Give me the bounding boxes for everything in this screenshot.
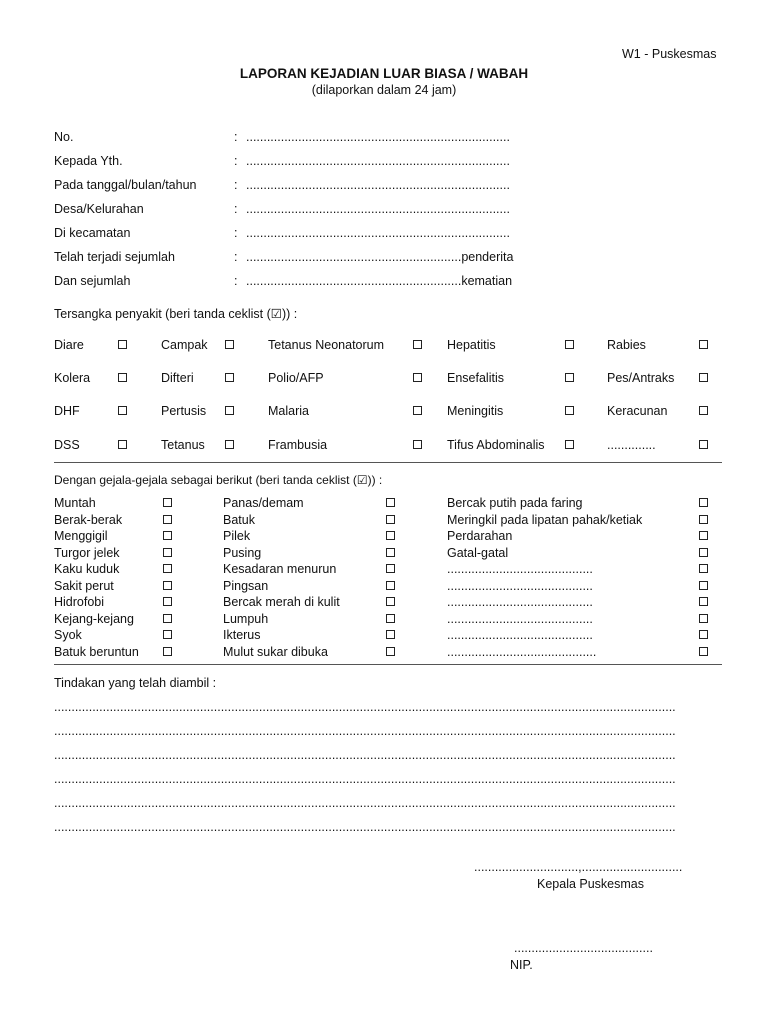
checkbox[interactable] bbox=[118, 373, 127, 382]
section-divider bbox=[54, 462, 722, 463]
symptom-label: Perdarahan bbox=[447, 529, 513, 543]
form-title: LAPORAN KEJADIAN LUAR BIASA / WABAH bbox=[239, 66, 529, 81]
checkbox[interactable] bbox=[118, 440, 127, 449]
checkbox[interactable] bbox=[699, 614, 708, 623]
symptom-label: Hidrofobi bbox=[54, 595, 105, 609]
symptom-label: Menggigil bbox=[54, 529, 108, 543]
disease-label: DSS bbox=[54, 438, 80, 452]
checkbox[interactable] bbox=[163, 531, 172, 540]
field-colon: : bbox=[234, 226, 238, 240]
symptom-label: Kaku kuduk bbox=[54, 562, 120, 576]
symptom-label: Bercak putih pada faring bbox=[447, 496, 583, 510]
checkbox[interactable] bbox=[413, 406, 422, 415]
symptom-label: Batuk bbox=[223, 512, 255, 527]
signature-place-date[interactable]: ..............................,............................. bbox=[474, 860, 683, 874]
checkbox[interactable] bbox=[699, 406, 708, 415]
field-value[interactable]: ............................................................................ bbox=[246, 226, 510, 240]
symptom-label: Panas/demam bbox=[223, 496, 304, 510]
field-value[interactable]: ..............................................................penderita bbox=[246, 250, 514, 264]
field-value[interactable]: ............................................................................ bbox=[246, 178, 510, 192]
checkbox[interactable] bbox=[565, 340, 574, 349]
checkbox[interactable] bbox=[699, 373, 708, 382]
checkbox[interactable] bbox=[163, 614, 172, 623]
form-subtitle: (dilaporkan dalam 24 jam) bbox=[311, 83, 457, 97]
symptom-label: Mulut sukar dibuka bbox=[223, 644, 328, 659]
checkbox[interactable] bbox=[386, 564, 395, 573]
checkbox[interactable] bbox=[163, 548, 172, 557]
field-value[interactable]: ............................................................................ bbox=[246, 154, 510, 168]
checkbox[interactable] bbox=[699, 548, 708, 557]
field-value[interactable]: ............................................................................ bbox=[246, 130, 510, 144]
disease-label: Diare bbox=[54, 338, 84, 352]
symptom-label: Kesadaran menurun bbox=[223, 562, 337, 576]
disease-label: Tifus Abdominalis bbox=[447, 438, 545, 452]
checkbox[interactable] bbox=[163, 515, 172, 524]
checkbox[interactable] bbox=[386, 647, 395, 656]
symptom-label: Ikterus bbox=[223, 628, 261, 642]
symptom-header: Dengan gejala-gejala sebagai berikut (beri tanda ceklist (☑)) : bbox=[54, 473, 383, 487]
action-line[interactable]: ................................................................................................................................................................................... bbox=[54, 820, 676, 834]
symptom-label: Muntah bbox=[54, 496, 96, 510]
disease-label: Ensefalitis bbox=[447, 371, 504, 385]
disease-label: Malaria bbox=[268, 404, 309, 418]
disease-header: Tersangka penyakit (beri tanda ceklist (☑)) : bbox=[54, 307, 298, 321]
checkbox[interactable] bbox=[163, 597, 172, 606]
field-label: Pada tanggal/bulan/tahun bbox=[54, 178, 197, 192]
checkbox[interactable] bbox=[699, 630, 708, 639]
checkbox[interactable] bbox=[699, 440, 708, 449]
action-line[interactable]: ................................................................................................................................................................................... bbox=[54, 772, 676, 786]
checkbox[interactable] bbox=[565, 440, 574, 449]
action-header: Tindakan yang telah diambil : bbox=[54, 676, 217, 690]
symptom-label[interactable]: .......................................... bbox=[447, 628, 593, 642]
symptom-label: Meringkil pada lipatan pahak/ketiak bbox=[447, 512, 643, 527]
checkbox[interactable] bbox=[386, 630, 395, 639]
checkbox[interactable] bbox=[225, 340, 234, 349]
symptom-label: Sakit perut bbox=[54, 578, 114, 593]
checkbox[interactable] bbox=[699, 515, 708, 524]
checkbox[interactable] bbox=[699, 564, 708, 573]
identity-row bbox=[0, 130, 768, 146]
field-label: Telah terjadi sejumlah bbox=[54, 250, 175, 264]
checkbox[interactable] bbox=[699, 647, 708, 656]
checkbox[interactable] bbox=[413, 340, 422, 349]
symptom-label: Kejang-kejang bbox=[54, 611, 134, 626]
checkbox[interactable] bbox=[699, 581, 708, 590]
field-colon: : bbox=[234, 202, 238, 216]
field-label: No. bbox=[54, 130, 74, 144]
symptom-label: Turgor jelek bbox=[54, 545, 120, 560]
symptom-label: Syok bbox=[54, 628, 82, 642]
checkbox[interactable] bbox=[163, 630, 172, 639]
checkbox[interactable] bbox=[386, 581, 395, 590]
symptom-label[interactable]: .......................................... bbox=[447, 595, 593, 609]
identity-row bbox=[0, 226, 768, 242]
identity-row bbox=[0, 274, 768, 290]
disease-label: Campak bbox=[161, 338, 208, 352]
checkbox[interactable] bbox=[699, 597, 708, 606]
checkbox[interactable] bbox=[565, 373, 574, 382]
checkbox[interactable] bbox=[118, 340, 127, 349]
disease-label: Frambusia bbox=[268, 438, 328, 452]
disease-label: Rabies bbox=[607, 338, 646, 352]
symptom-label: Pingsan bbox=[223, 578, 269, 593]
symptom-label[interactable]: ........................................... bbox=[447, 644, 597, 659]
disease-label: Difteri bbox=[161, 371, 194, 385]
field-colon: : bbox=[234, 274, 238, 288]
action-line[interactable]: ................................................................................................................................................................................... bbox=[54, 700, 676, 714]
field-value[interactable]: ............................................................................ bbox=[246, 202, 510, 216]
action-line[interactable]: ................................................................................................................................................................................... bbox=[54, 796, 676, 810]
symptom-label[interactable]: .......................................... bbox=[447, 611, 593, 626]
identity-row bbox=[0, 250, 768, 266]
disease-label: Tetanus bbox=[161, 438, 205, 452]
disease-label: Pes/Antraks bbox=[607, 371, 675, 385]
checkbox[interactable] bbox=[163, 498, 172, 507]
checkbox[interactable] bbox=[163, 647, 172, 656]
symptom-label: Lumpuh bbox=[223, 611, 269, 626]
symptom-label: Bercak merah di kulit bbox=[223, 595, 340, 609]
checkbox[interactable] bbox=[163, 564, 172, 573]
identity-row bbox=[0, 202, 768, 218]
checkbox[interactable] bbox=[163, 581, 172, 590]
checkbox[interactable] bbox=[699, 340, 708, 349]
action-line[interactable]: ................................................................................................................................................................................... bbox=[54, 724, 676, 738]
disease-label: DHF bbox=[54, 404, 80, 418]
symptom-label: Gatal-gatal bbox=[447, 545, 509, 560]
identity-row bbox=[0, 178, 768, 194]
signature-nip: NIP. bbox=[510, 958, 533, 972]
checkbox[interactable] bbox=[413, 440, 422, 449]
checkbox[interactable] bbox=[386, 515, 395, 524]
checkbox[interactable] bbox=[386, 548, 395, 557]
checkbox[interactable] bbox=[699, 498, 708, 507]
symptom-label[interactable]: .......................................... bbox=[447, 562, 593, 576]
symptom-label: Berak-berak bbox=[54, 512, 123, 527]
disease-label: Pertusis bbox=[161, 404, 207, 418]
disease-label: Meningitis bbox=[447, 404, 504, 418]
field-value[interactable]: ..............................................................kematian bbox=[246, 274, 513, 288]
symptom-label: Pusing bbox=[223, 545, 262, 560]
signature-name-line[interactable]: ........................................ bbox=[514, 941, 653, 955]
checkbox[interactable] bbox=[565, 406, 574, 415]
field-colon: : bbox=[234, 130, 238, 144]
checkbox[interactable] bbox=[225, 373, 234, 382]
disease-label: Tetanus Neonatorum bbox=[268, 338, 385, 352]
checkbox[interactable] bbox=[118, 406, 127, 415]
checkbox[interactable] bbox=[386, 498, 395, 507]
checkbox[interactable] bbox=[413, 373, 422, 382]
disease-label: Keracunan bbox=[607, 404, 668, 418]
checkbox[interactable] bbox=[225, 440, 234, 449]
signature-role: Kepala Puskesmas bbox=[537, 877, 645, 891]
field-label: Kepada Yth. bbox=[54, 154, 123, 168]
field-label: Di kecamatan bbox=[54, 226, 131, 240]
checkbox[interactable] bbox=[225, 406, 234, 415]
field-label: Desa/Kelurahan bbox=[54, 202, 144, 216]
checkbox[interactable] bbox=[386, 597, 395, 606]
disease-label: Kolera bbox=[54, 371, 91, 385]
checkbox[interactable] bbox=[699, 531, 708, 540]
symptom-label: Batuk beruntun bbox=[54, 644, 139, 659]
field-label: Dan sejumlah bbox=[54, 274, 131, 288]
identity-row bbox=[0, 154, 768, 170]
disease-label: Hepatitis bbox=[447, 338, 496, 352]
section-divider bbox=[54, 664, 722, 665]
field-colon: : bbox=[234, 154, 238, 168]
symptom-label[interactable]: .......................................... bbox=[447, 578, 593, 593]
disease-label: .............. bbox=[607, 438, 656, 452]
form-code: W1 - Puskesmas bbox=[622, 47, 717, 61]
field-colon: : bbox=[234, 178, 238, 192]
disease-label: Polio/AFP bbox=[268, 371, 324, 385]
symptom-label: Pilek bbox=[223, 529, 251, 543]
checkbox[interactable] bbox=[386, 614, 395, 623]
checkbox[interactable] bbox=[386, 531, 395, 540]
field-colon: : bbox=[234, 250, 238, 264]
action-line[interactable]: ................................................................................................................................................................................... bbox=[54, 748, 676, 762]
